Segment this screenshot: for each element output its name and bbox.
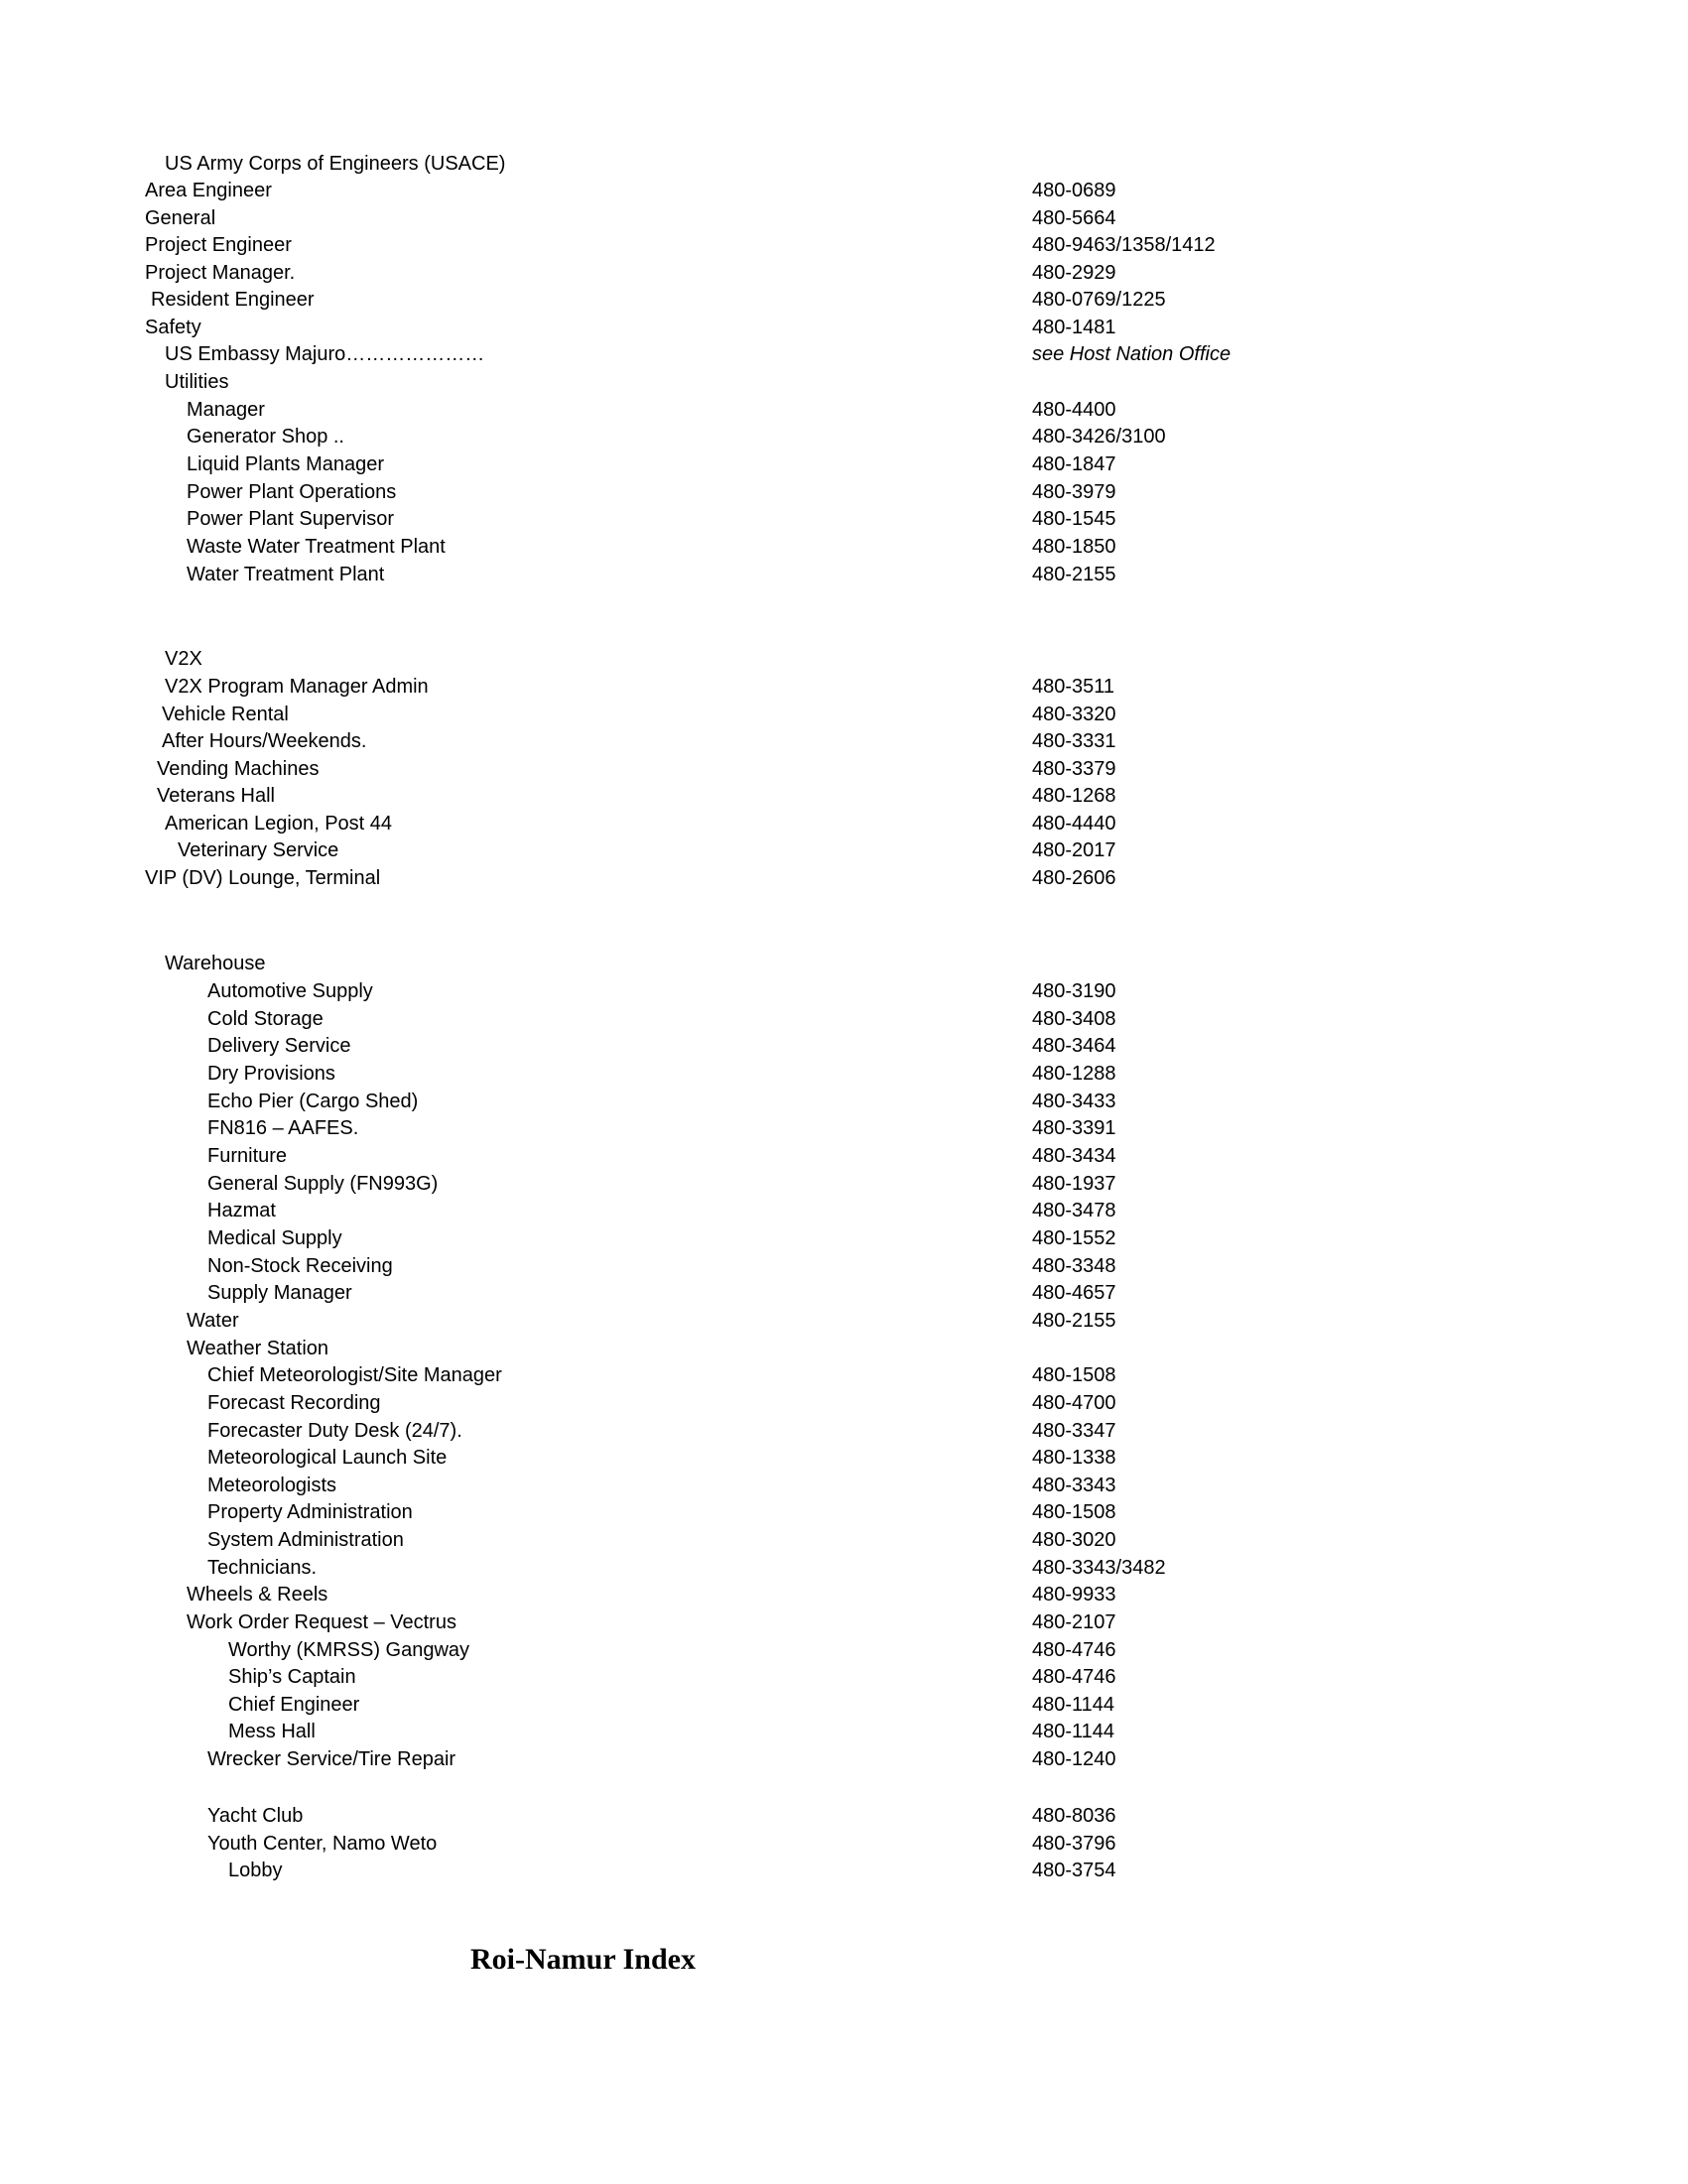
entry-phone: 480-3320	[1032, 704, 1116, 725]
entry-phone: 480-1508	[1032, 1501, 1116, 1523]
entry-phone: 480-3343	[1032, 1475, 1116, 1496]
entry-phone: 480-1288	[1032, 1063, 1116, 1085]
directory-entry	[0, 1745, 1688, 1773]
entry-label: Utilities	[165, 371, 229, 393]
entry-label: FN816 – AAFES.	[207, 1117, 359, 1139]
entry-phone: 480-2155	[1032, 1310, 1116, 1332]
entry-phone: 480-1144	[1032, 1694, 1115, 1716]
entry-phone: 480-3343/3482	[1032, 1557, 1166, 1579]
entry-label: System Administration	[207, 1529, 404, 1551]
directory-entry	[0, 561, 1688, 588]
directory-entry	[0, 1417, 1688, 1445]
entry-label: Veterinary Service	[178, 839, 339, 861]
directory-entry	[0, 396, 1688, 424]
directory-entry	[0, 1197, 1688, 1224]
entry-label: Automotive Supply	[207, 980, 373, 1002]
entry-label: Meteorologists	[207, 1475, 337, 1496]
directory-entry	[0, 1691, 1688, 1719]
entry-phone: 480-2155	[1032, 564, 1116, 585]
entry-label: After Hours/Weekends.	[162, 730, 367, 752]
entry-label: General Supply (FN993G)	[207, 1173, 439, 1195]
entry-phone: 480-4657	[1032, 1282, 1116, 1304]
directory-entry	[0, 1114, 1688, 1142]
entry-label: US Embassy Majuro…………………	[165, 343, 485, 365]
entry-label: Supply Manager	[207, 1282, 352, 1304]
entry-phone: 480-1850	[1032, 536, 1116, 558]
directory-entry	[0, 150, 1688, 178]
entry-phone: 480-3426/3100	[1032, 426, 1166, 448]
directory-entry	[0, 231, 1688, 259]
entry-phone: 480-1508	[1032, 1364, 1116, 1386]
entry-label: Furniture	[207, 1145, 288, 1167]
entry-phone: 480-0769/1225	[1032, 289, 1166, 311]
entry-label: Water	[187, 1310, 239, 1332]
directory-entry	[0, 1718, 1688, 1745]
entry-phone: 480-4746	[1032, 1639, 1116, 1661]
directory-entry	[0, 1554, 1688, 1582]
entry-label: V2X Program Manager Admin	[165, 676, 429, 698]
directory-entry	[0, 1060, 1688, 1088]
entry-label: Chief Engineer	[228, 1694, 360, 1716]
entry-label: Hazmat	[207, 1200, 276, 1221]
entry-phone: 480-3979	[1032, 481, 1116, 503]
directory-entry	[0, 1857, 1688, 1884]
entry-label: Youth Center, Namo Weto	[207, 1833, 438, 1855]
entry-label: Yacht Club	[207, 1805, 304, 1827]
entry-label: Vehicle Rental	[162, 704, 289, 725]
directory-entry	[0, 177, 1688, 204]
directory-entry	[0, 1608, 1688, 1636]
entry-phone: 480-5664	[1032, 207, 1116, 229]
directory-entry	[0, 1581, 1688, 1608]
directory-entry	[0, 1830, 1688, 1858]
entry-phone: 480-1847	[1032, 453, 1116, 475]
directory-entry	[0, 286, 1688, 314]
directory-entry	[0, 1142, 1688, 1170]
directory-entry	[0, 423, 1688, 450]
entry-label: VIP (DV) Lounge, Terminal	[145, 867, 381, 889]
directory-entry	[0, 727, 1688, 755]
entry-label: Veterans Hall	[157, 785, 275, 807]
entry-label: Resident Engineer	[151, 289, 315, 311]
entry-phone: 480-1268	[1032, 785, 1116, 807]
entry-label: Manager	[187, 399, 265, 421]
directory-entry	[0, 1170, 1688, 1198]
entry-phone: 480-3379	[1032, 758, 1116, 780]
entry-label: Wheels & Reels	[187, 1584, 328, 1606]
entry-label: General	[145, 207, 216, 229]
entry-phone: 480-3348	[1032, 1255, 1116, 1277]
entry-phone: 480-1481	[1032, 317, 1116, 338]
entry-phone: 480-1144	[1032, 1721, 1115, 1742]
entry-label: Property Administration	[207, 1501, 413, 1523]
entry-phone: 480-2929	[1032, 262, 1116, 284]
entry-label: Dry Provisions	[207, 1063, 335, 1085]
directory-entry	[0, 450, 1688, 478]
index-title: Roi-Namur Index	[470, 1943, 696, 1976]
directory-entry	[0, 533, 1688, 561]
directory-entry	[0, 864, 1688, 892]
entry-label: US Army Corps of Engineers (USACE)	[165, 153, 506, 175]
entry-label: Vending Machines	[157, 758, 320, 780]
directory-entry	[0, 1335, 1688, 1362]
entry-phone: 480-4440	[1032, 813, 1116, 835]
entry-phone: 480-3020	[1032, 1529, 1116, 1551]
entry-label: Power Plant Operations	[187, 481, 397, 503]
directory-entry	[0, 1802, 1688, 1830]
directory-entry	[0, 368, 1688, 396]
entry-label: Water Treatment Plant	[187, 564, 385, 585]
entry-label: Forecast Recording	[207, 1392, 381, 1414]
directory-entry	[0, 478, 1688, 506]
entry-phone: 480-3347	[1032, 1420, 1116, 1442]
entry-label: Medical Supply	[207, 1227, 342, 1249]
entry-phone: 480-1240	[1032, 1748, 1116, 1770]
entry-phone: 480-3511	[1032, 676, 1115, 698]
directory-entry	[0, 977, 1688, 1005]
directory-entry	[0, 204, 1688, 232]
directory-entry	[0, 1224, 1688, 1252]
entry-phone: 480-4400	[1032, 399, 1116, 421]
entry-label: Liquid Plants Manager	[187, 453, 385, 475]
entry-label: Waste Water Treatment Plant	[187, 536, 446, 558]
directory-entry	[0, 673, 1688, 701]
entry-phone: 480-3433	[1032, 1091, 1116, 1112]
directory-entry	[0, 1252, 1688, 1280]
directory-entry	[0, 1663, 1688, 1691]
entry-phone: 480-2107	[1032, 1611, 1116, 1633]
entry-label: Echo Pier (Cargo Shed)	[207, 1091, 419, 1112]
entry-phone: 480-3434	[1032, 1145, 1116, 1167]
entry-phone: 480-2606	[1032, 867, 1116, 889]
entry-phone: 480-1552	[1032, 1227, 1116, 1249]
directory-entry	[0, 645, 1688, 673]
entry-phone: 480-8036	[1032, 1805, 1116, 1827]
entry-label: Chief Meteorologist/Site Manager	[207, 1364, 502, 1386]
directory-entry	[0, 836, 1688, 864]
entry-label: Delivery Service	[207, 1035, 351, 1057]
entry-label: Lobby	[228, 1860, 283, 1881]
entry-label: Worthy (KMRSS) Gangway	[228, 1639, 470, 1661]
entry-phone: 480-3408	[1032, 1008, 1116, 1030]
directory-entry	[0, 810, 1688, 837]
entry-phone: 480-3478	[1032, 1200, 1116, 1221]
directory-entry	[0, 505, 1688, 533]
directory-entry	[0, 1526, 1688, 1554]
entry-phone: 480-4700	[1032, 1392, 1116, 1414]
entry-label: Area Engineer	[145, 180, 272, 201]
entry-label: Safety	[145, 317, 201, 338]
entry-label: Work Order Request – Vectrus	[187, 1611, 456, 1633]
entry-label: Technicians.	[207, 1557, 318, 1579]
entry-phone: 480-3796	[1032, 1833, 1116, 1855]
entry-phone: 480-3190	[1032, 980, 1116, 1002]
directory-entry	[0, 340, 1688, 368]
entry-phone: 480-1338	[1032, 1447, 1116, 1469]
directory-entry	[0, 1088, 1688, 1115]
entry-label: Power Plant Supervisor	[187, 508, 394, 530]
directory-entry	[0, 1636, 1688, 1664]
entry-phone: see Host Nation Office	[1032, 343, 1232, 365]
directory-entry	[0, 1279, 1688, 1307]
entry-phone: 480-9463/1358/1412	[1032, 234, 1216, 256]
entry-label: Meteorological Launch Site	[207, 1447, 448, 1469]
directory-entry	[0, 950, 1688, 977]
directory-entry	[0, 1032, 1688, 1060]
directory-entry	[0, 1307, 1688, 1335]
entry-label: Forecaster Duty Desk (24/7).	[207, 1420, 462, 1442]
entry-phone: 480-9933	[1032, 1584, 1116, 1606]
entry-label: Weather Station	[187, 1338, 329, 1359]
entry-phone: 480-1545	[1032, 508, 1116, 530]
entry-label: Wrecker Service/Tire Repair	[207, 1748, 456, 1770]
entry-phone: 480-1937	[1032, 1173, 1116, 1195]
entry-phone: 480-0689	[1032, 180, 1116, 201]
directory-entry	[0, 314, 1688, 341]
directory-entry	[0, 259, 1688, 287]
entry-label: Mess Hall	[228, 1721, 316, 1742]
entry-label: Non-Stock Receiving	[207, 1255, 393, 1277]
entry-label: Project Engineer	[145, 234, 292, 256]
directory-entry	[0, 1389, 1688, 1417]
entry-label: Warehouse	[165, 953, 266, 974]
entry-phone: 480-3331	[1032, 730, 1116, 752]
directory-entry	[0, 701, 1688, 728]
directory-entry	[0, 1005, 1688, 1033]
entry-phone: 480-2017	[1032, 839, 1116, 861]
entry-label: Cold Storage	[207, 1008, 324, 1030]
directory-entry	[0, 1472, 1688, 1499]
directory-entry	[0, 1361, 1688, 1389]
entry-phone: 480-4746	[1032, 1666, 1116, 1688]
entry-phone: 480-3754	[1032, 1860, 1116, 1881]
entry-label: V2X	[165, 648, 202, 670]
entry-phone: 480-3464	[1032, 1035, 1116, 1057]
entry-phone: 480-3391	[1032, 1117, 1116, 1139]
entry-label: Ship’s Captain	[228, 1666, 356, 1688]
entry-label: Generator Shop ..	[187, 426, 344, 448]
directory-entry	[0, 782, 1688, 810]
entry-label: Project Manager.	[145, 262, 296, 284]
directory-entry	[0, 1444, 1688, 1472]
directory-entry	[0, 755, 1688, 783]
entry-label: American Legion, Post 44	[165, 813, 393, 835]
directory-entry	[0, 1498, 1688, 1526]
